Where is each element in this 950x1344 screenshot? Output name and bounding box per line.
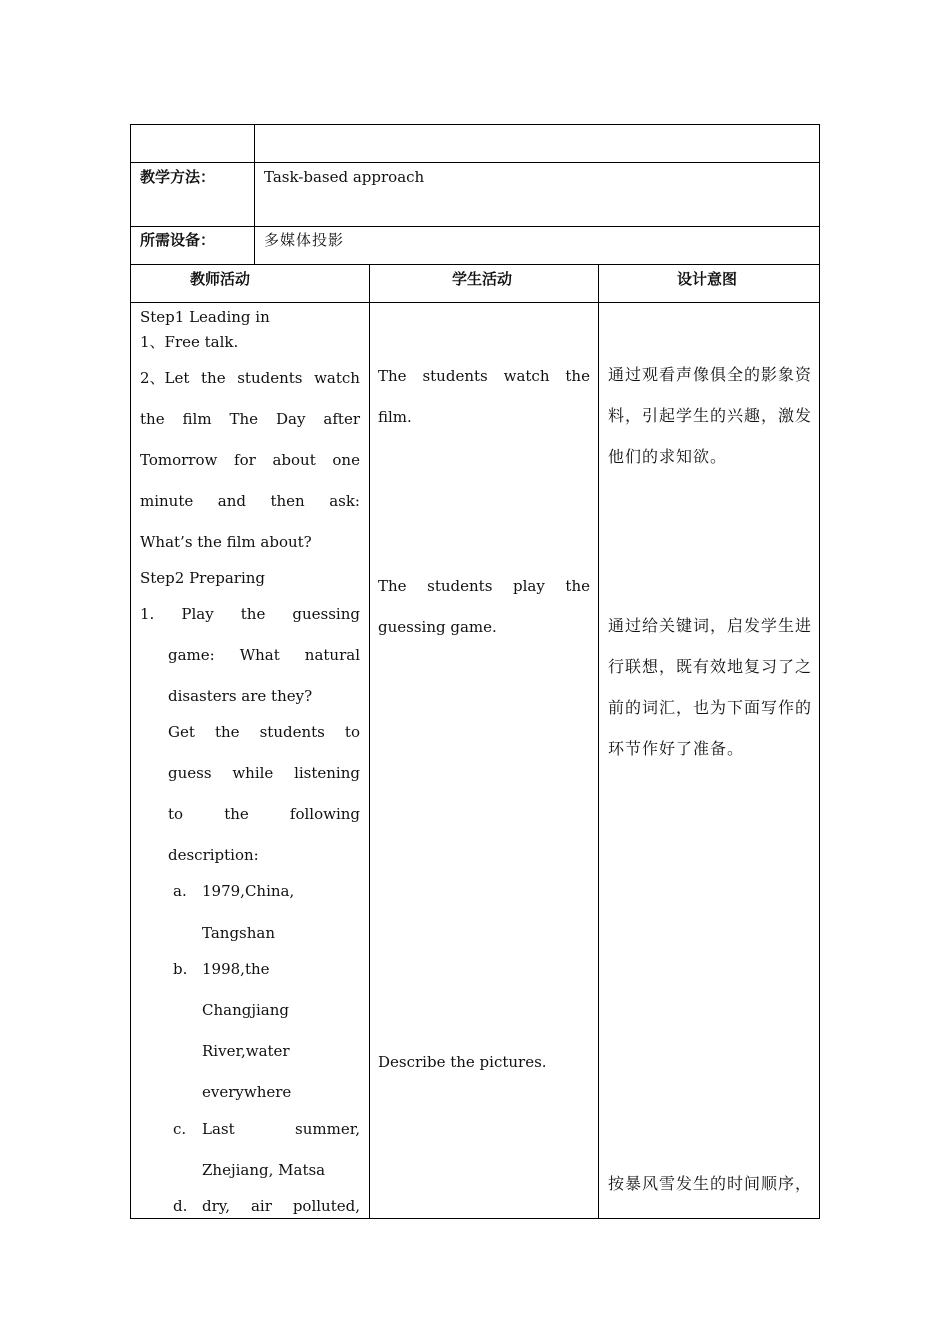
intent-line-2a: 通过给关键词，启发学生进: [608, 616, 813, 635]
teacher-line-p1c: disasters are they?: [168, 687, 313, 705]
teacher-line-p1g: description:: [168, 846, 259, 864]
equipment-value: 多媒体投影: [264, 231, 345, 249]
teacher-line-p1b: game: What natural: [168, 646, 360, 664]
student-line-2b: guessing game.: [378, 618, 497, 636]
student-line-1a: The students watch the: [378, 367, 590, 385]
student-line-3: Describe the pictures.: [378, 1053, 547, 1071]
method-value: Task-based approach: [264, 168, 425, 186]
step2-title: Step2 Preparing: [140, 569, 266, 587]
method-label: 教学方法：: [140, 168, 216, 186]
list-marker-a: a.: [173, 882, 187, 900]
teacher-line-2c: Tomorrow for about one: [140, 451, 360, 469]
teacher-line-2e: What’s the film about?: [140, 533, 312, 551]
intent-line-2b: 行联想，既有效地复习了之: [608, 657, 813, 676]
item-b-line4: everywhere: [202, 1083, 292, 1101]
item-c-line1: Last summer,: [202, 1120, 360, 1138]
intent-line-3: 按暴风雪发生的时间顺序，: [608, 1174, 813, 1193]
teacher-line-p1d: Get the students to: [168, 723, 360, 741]
equipment-label: 所需设备：: [140, 231, 216, 249]
item-c-line2: Zhejiang, Matsa: [202, 1161, 326, 1179]
intent-line-1b: 料，引起学生的兴趣，激发: [608, 406, 813, 425]
item-a-line2: Tangshan: [202, 924, 276, 942]
header-intent: 设计意图: [677, 270, 738, 288]
item-d-line1: dry, air polluted,: [202, 1197, 360, 1215]
teacher-line-2d: minute and then ask:: [140, 492, 360, 510]
item-b-line2: Changjiang: [202, 1001, 289, 1019]
list-marker-c: c.: [173, 1120, 187, 1138]
intent-line-1a: 通过观看声像俱全的影象资: [608, 365, 813, 384]
header-student: 学生活动: [452, 270, 513, 288]
teacher-line-2b: the film The Day after: [140, 410, 360, 428]
free-talk: 1、Free talk.: [140, 333, 239, 351]
intent-line-2d: 环节作好了准备。: [608, 739, 745, 758]
header-teacher: 教师活动: [190, 270, 251, 288]
list-marker-b: b.: [173, 960, 188, 978]
student-line-2a: The students play the: [378, 577, 590, 595]
intent-line-2c: 前的词汇，也为下面写作的: [608, 698, 813, 717]
intent-line-1c: 他们的求知欲。: [608, 447, 728, 466]
list-marker-d: d.: [173, 1197, 188, 1215]
item-b-line1: 1998,the: [202, 960, 270, 978]
item-b-line3: River,water: [202, 1042, 290, 1060]
teacher-line-p1f: to the following: [168, 805, 360, 823]
teacher-line-2a: 2、Let the students watch: [140, 369, 360, 387]
step1-title: Step1 Leading in: [140, 308, 270, 326]
teacher-line-p1a: 1. Play the guessing: [140, 605, 360, 623]
teacher-line-p1e: guess while listening: [168, 764, 360, 782]
student-line-1b: film.: [378, 408, 412, 426]
item-a-line1: 1979,China,: [202, 882, 295, 900]
